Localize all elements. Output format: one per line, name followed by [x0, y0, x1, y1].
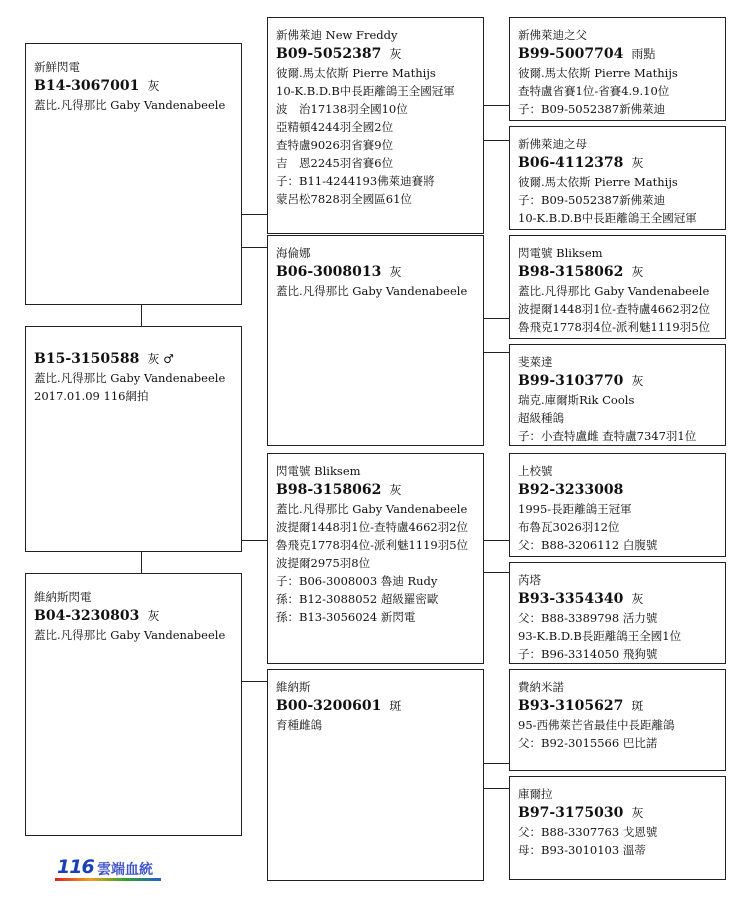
- pedigree-box-subject[interactable]: [25, 326, 242, 552]
- bird-info-line: 超級種鴿: [518, 411, 564, 425]
- bird-info-line: 子：B06-3008003 魯迪 Rudy: [276, 574, 438, 588]
- ring-number: B93-3105627: [518, 698, 624, 714]
- bird-info-line: 子：B09-5052387新佛萊迪: [518, 102, 666, 116]
- connector: [483, 105, 509, 106]
- bird-color: 灰: [631, 592, 644, 606]
- ring-number: B99-5007704: [518, 46, 624, 62]
- bird-info-line: 93-K.B.D.B長距離鴿王全國1位: [518, 629, 682, 643]
- bird-info-line: 10-K.B.D.B中長距離鴿王全國冠軍: [518, 211, 697, 225]
- bird-info-line: 查特盧9026羽省賽9位: [276, 138, 394, 152]
- bird-info-line: 子：B09-5052387新佛萊迪: [518, 193, 666, 207]
- bird-name: 維納斯: [276, 680, 311, 694]
- bird-info-line: 波提爾1448羽1位-查特盧4662羽2位: [276, 520, 469, 534]
- bird-info-line: 布魯瓦3026羽12位: [518, 520, 620, 534]
- pedigree-box-gg-3[interactable]: [509, 235, 726, 339]
- bird-color: 灰: [147, 609, 160, 623]
- bird-name: 新佛萊迪之母: [518, 137, 587, 151]
- connector: [483, 788, 509, 789]
- bird-color: 灰: [389, 265, 402, 279]
- bird-name: 閃電號 Bliksem: [518, 246, 603, 260]
- connector: [141, 551, 142, 574]
- connector: [483, 318, 509, 319]
- ring-number: B98-3158062: [276, 482, 382, 498]
- connector: [241, 247, 267, 248]
- ring-number: B93-3354340: [518, 591, 624, 607]
- pedigree-box-gg-5[interactable]: [509, 453, 726, 557]
- bird-color: 灰: [631, 806, 644, 820]
- ring-number: B06-3008013: [276, 264, 382, 280]
- bird-color: 灰: [389, 47, 402, 61]
- bird-name: 庫爾拉: [518, 787, 553, 801]
- bird-name: 斐萊達: [518, 355, 553, 369]
- bird-info-line: 2017.01.09 116網拍: [34, 389, 149, 403]
- pedigree-box-gg-1[interactable]: [509, 17, 726, 121]
- bird-info-line: 父：B88-3307763 戈恩號: [518, 825, 658, 839]
- bird-info-line: 蓋比.凡得那比 Gaby Vandenabeele: [34, 371, 226, 385]
- bird-info-line: 波提爾2975羽8位: [276, 556, 371, 570]
- bird-color: 斑: [631, 699, 644, 713]
- logo-text: 雲端血統: [97, 862, 153, 878]
- bird-name: 海倫娜: [276, 246, 311, 260]
- bird-color: 灰: [631, 156, 644, 170]
- bird-info-line: 蓋比.凡得那比 Gaby Vandenabeele: [34, 628, 226, 642]
- bird-info-line: 亞精頓4244羽全國2位: [276, 120, 394, 134]
- bird-info-line: 吉 恩2245羽省賽6位: [276, 156, 394, 170]
- bird-color: 灰: [389, 483, 402, 497]
- connector: [241, 214, 267, 215]
- bird-name: 費納米諾: [518, 680, 564, 694]
- bird-info-line: 95-西佛萊芒省最佳中長距離鴿: [518, 718, 675, 732]
- bird-info-line: 子：B96-3314050 飛狗號: [518, 647, 658, 661]
- bird-info-line: 蓋比.凡得那比 Gaby Vandenabeele: [276, 284, 468, 298]
- ring-number: B15-3150588: [34, 351, 140, 367]
- connector: [483, 540, 509, 541]
- logo-underline: [55, 878, 161, 881]
- ring-number: B92-3233008: [518, 482, 624, 498]
- bird-color: 灰: [631, 374, 644, 388]
- bird-name: 新佛萊迪 New Freddy: [276, 28, 398, 42]
- connector: [483, 572, 509, 573]
- bird-color: 雨點: [631, 47, 656, 61]
- bird-info-line: 父：B88-3389798 活力號: [518, 611, 658, 625]
- connector: [241, 540, 267, 541]
- pedigree-box-sire-sire[interactable]: [267, 17, 484, 234]
- pedigree-box-sire[interactable]: [25, 43, 242, 305]
- ring-number: B06-4112378: [518, 155, 624, 171]
- bird-info-line: 彼爾.馬太依斯 Pierre Mathijs: [518, 66, 678, 80]
- ring-number: B14-3067001: [34, 78, 140, 94]
- bird-info-line: 查特盧省賽1位-省賽4.9.10位: [518, 84, 670, 98]
- pedigree-box-sire-dam[interactable]: [267, 235, 484, 446]
- connector: [141, 304, 142, 327]
- connector: [483, 352, 509, 353]
- bird-info-line: 魯飛克1778羽4位-派利魅1119羽5位: [276, 538, 469, 552]
- bird-info-line: 子：B11-4244193佛萊迪賽將: [276, 174, 435, 188]
- bird-name: 閃電號 Bliksem: [276, 464, 361, 478]
- bird-name: 芮塔: [518, 573, 541, 587]
- bird-name: 新鮮閃電: [34, 60, 80, 74]
- ring-number: B09-5052387: [276, 46, 382, 62]
- pedigree-box-gg-8[interactable]: [509, 776, 726, 880]
- bird-info-line: 母：B93-3010103 溫蒂: [518, 843, 646, 857]
- bird-info-line: 蒙呂松7828羽全國區61位: [276, 192, 412, 206]
- brand-logo: [55, 856, 165, 884]
- bird-info-line: 父：B92-3015566 巴比諾: [518, 736, 658, 750]
- pedigree-box-dam-dam[interactable]: [267, 669, 484, 881]
- bird-info-line: 波 治17138羽全國10位: [276, 102, 408, 116]
- bird-name: 上校號: [518, 464, 553, 478]
- bird-info-line: 彼爾.馬太依斯 Pierre Mathijs: [518, 175, 678, 189]
- bird-info-line: 父：B88-3206112 白腹號: [518, 538, 658, 552]
- bird-info-line: 彼爾.馬太依斯 Pierre Mathijs: [276, 66, 436, 80]
- ring-number: B99-3103770: [518, 373, 624, 389]
- ring-number: B00-3200601: [276, 698, 382, 714]
- bird-info-line: 瑞克.庫爾斯Rik Cools: [518, 393, 635, 407]
- pedigree-box-gg-2[interactable]: [509, 126, 726, 230]
- bird-info-line: 1995-長距離鴿王冠軍: [518, 502, 632, 516]
- bird-color: 斑: [389, 699, 402, 713]
- bird-info-line: 10-K.B.D.B中長距離鴿王全國冠軍: [276, 84, 455, 98]
- bird-info-line: 蓋比.凡得那比 Gaby Vandenabeele: [276, 502, 468, 516]
- pedigree-box-dam-sire[interactable]: [267, 453, 484, 664]
- bird-color: 灰: [631, 265, 644, 279]
- pedigree-box-gg-7[interactable]: [509, 669, 726, 771]
- bird-info-line: 蓋比.凡得那比 Gaby Vandenabeele: [518, 284, 710, 298]
- bird-info-line: 孫：B12-3088052 超級羅密歐: [276, 592, 439, 606]
- bird-info-line: 孫：B13-3056024 新閃電: [276, 610, 416, 624]
- logo-number: 116: [57, 856, 94, 878]
- connector: [241, 681, 267, 682]
- bird-info-line: 蓋比.凡得那比 Gaby Vandenabeele: [34, 98, 226, 112]
- bird-info-line: 魯飛克1778羽4位-派利魅1119羽5位: [518, 320, 711, 334]
- bird-color: 灰: [147, 79, 160, 93]
- connector: [483, 763, 509, 764]
- ring-number: B97-3175030: [518, 805, 624, 821]
- pedigree-box-gg-6[interactable]: [509, 562, 726, 664]
- bird-info-line: 育種雌鴿: [276, 718, 322, 732]
- bird-name: 新佛萊迪之父: [518, 28, 587, 42]
- bird-color: 灰 ♂: [147, 352, 174, 366]
- ring-number: B04-3230803: [34, 608, 140, 624]
- connector: [483, 140, 509, 141]
- bird-name: 維納斯閃電: [34, 590, 92, 604]
- bird-info-line: 子：小查特盧雌 查特盧7347羽1位: [518, 429, 697, 443]
- ring-number: B98-3158062: [518, 264, 624, 280]
- bird-info-line: 波提爾1448羽1位-查特盧4662羽2位: [518, 302, 711, 316]
- pedigree-box-dam[interactable]: [25, 573, 242, 836]
- pedigree-box-gg-4[interactable]: [509, 344, 726, 446]
